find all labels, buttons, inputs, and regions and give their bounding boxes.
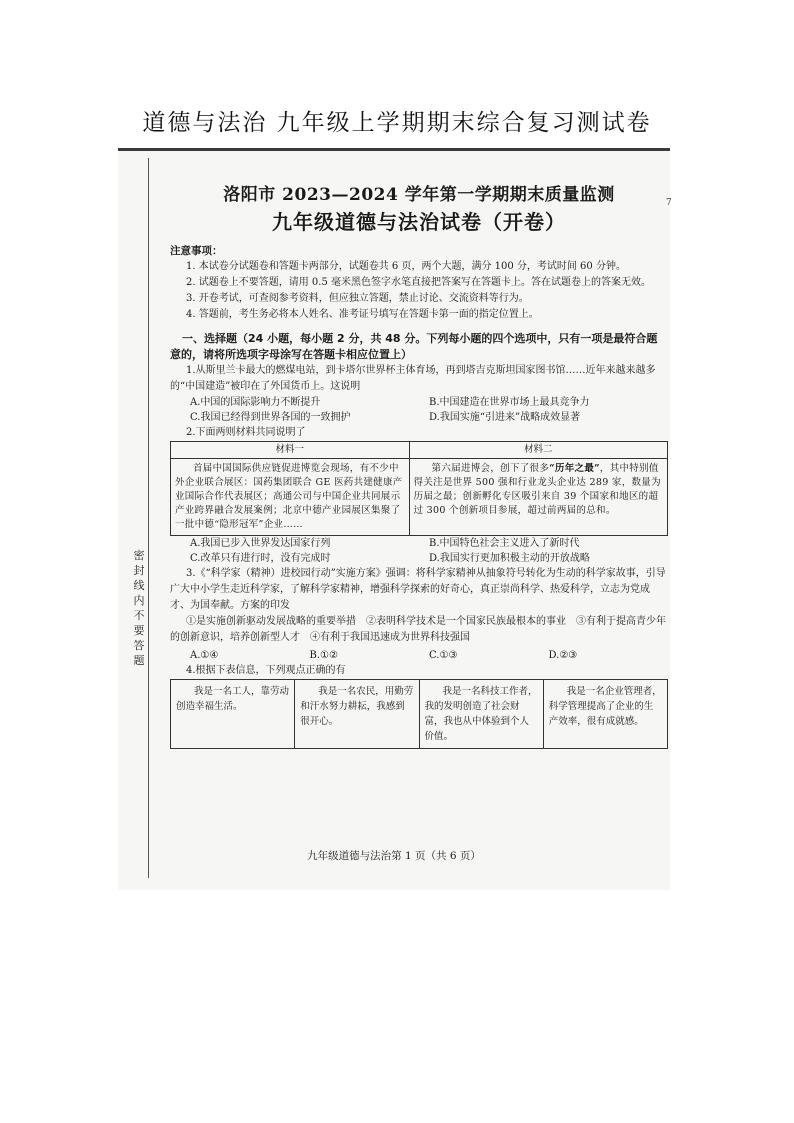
question-1-stem: 1.从斯里兰卡最大的燃煤电站，到卡塔尔世界杯主体育场，再到塔吉克斯坦国家图书馆……近年来越来越多的“中国建造”被印在了外国货币上。这说明 — [170, 365, 656, 392]
q1-option-c[interactable]: C.我国已经得到世界各国的一致拥护 — [190, 412, 351, 423]
binding-margin-text: 密 封 线 内 不 要 答 题 — [133, 549, 145, 667]
material-2-header: 材料二 — [409, 442, 667, 459]
top-border-line — [118, 148, 670, 151]
notice-item-1: 1. 本试卷分试题卷和答题卡两部分，试题卷共 6 页，两个大题，满分 100 分，考试时间 60 分钟。 — [186, 261, 626, 272]
q2-option-a[interactable]: A.我国已步入世界发达国家行列 — [190, 538, 331, 549]
binding-line — [148, 158, 149, 878]
notice-item-3: 3. 开卷考试，可查阅参考资料，但应独立答题，禁止讨论、交流资料等行为。 — [186, 293, 529, 304]
material-2-bold-phrase: “历年之最” — [549, 463, 600, 474]
question-3-options — [170, 648, 668, 663]
question-3-statements: ①是实施创新驱动发展战略的重要举措 ②表明科学技术是一个国家民族最根本的事业 ③有利于提高青少年的创新意识，培养创新型人才 ④有利于我国迅速成为世界科技强国 — [170, 616, 666, 643]
notice-item-2: 2. 试题卷上不要答题，请用 0.5 毫米黑色签字水笔直接把答案写在答题卡上。答在试题卷上的答案无效。 — [186, 277, 651, 288]
question-4-roles-table — [170, 679, 668, 749]
material-2-cell — [409, 459, 667, 536]
scanned-exam-page — [118, 148, 670, 890]
q3-option-c[interactable]: C.①③ — [429, 650, 458, 661]
material-1-text: 首届中国国际供应链促进博览会现场，有不少中外企业联合展区：国药集团联合 GE 医药共建健康产业国际合作代表展区；高通公司与中国企业共同展示产业跨界融合发展案例；北京中德产业园展区集聚了一批中德“隐形冠军”企业…… — [171, 459, 410, 536]
notice-item-4: 4. 答题前，考生务必将本人姓名、准考证号填写在答题卡第一面的指定位置上。 — [186, 309, 539, 320]
role-farmer-cell: 我是一名农民，用勤劳和汗水努力耕耘，我感到很开心。 — [295, 680, 419, 749]
question-4-stem: 4.根据下表信息，下列观点正确的有 — [186, 665, 346, 676]
document-banner-title: 道德与法治 九年级上学期期末综合复习测试卷 — [142, 110, 652, 136]
role-manager-cell: 我是一名企业管理者，科学管理提高了企业的生产效率，很有成就感。 — [543, 680, 667, 749]
section-1-heading: 一、选择题（24 小题，每小题 2 分，共 48 分。下列每小题的四个选项中，只有一项是最符合题意的，请将所选项字母涂写在答题卡相应位置上） — [170, 332, 658, 361]
exam-title-line2: 九年级道德与法治试卷（开卷） — [272, 210, 566, 234]
q1-option-b[interactable]: B.中国建造在世界市场上最具竞争力 — [429, 397, 590, 408]
q3-option-a[interactable]: A.①④ — [190, 650, 219, 661]
exam-content — [170, 185, 668, 749]
q3-option-d[interactable]: D.②③ — [548, 650, 578, 661]
q3-option-b[interactable]: B.①② — [309, 650, 338, 661]
q1-option-a[interactable]: A.中国的国际影响力不断提升 — [190, 397, 321, 408]
notice-title: 注意事项： — [170, 245, 223, 257]
question-2-materials-table — [170, 441, 668, 536]
question-2-stem: 2.下面两则材料共同说明了 — [186, 427, 306, 438]
exam-title-line1: 洛阳市 2023—2024 学年第一学期期末质量监测 — [223, 185, 615, 205]
q2-option-b[interactable]: B.中国特色社会主义进入了新时代 — [429, 538, 580, 549]
material-2-text-pre: 第六届进博会，创下了很多 — [431, 463, 550, 474]
role-scientist-cell: 我是一名科技工作者，我的发明创造了社会财富，我也从中体验到个人价值。 — [419, 680, 543, 749]
material-1-header: 材料一 — [171, 442, 410, 459]
page-footer: 九年级道德与法治第 1 页（共 6 页） — [307, 850, 481, 862]
question-1-options — [170, 395, 668, 425]
role-worker-cell: 我是一名工人，靠劳动创造幸福生活。 — [171, 680, 295, 749]
q2-option-d[interactable]: D.我国实行更加积极主动的开放战略 — [429, 553, 590, 564]
material-2-text-post: ，其中特别值得关注是世界 500 强和行业龙头企业达 289 家，数量为历届之最；创新孵化专区吸引来自 39 个国家和地区的超过 300 个创新项目参展，超过前两届的总和。 — [413, 463, 661, 516]
q2-option-c[interactable]: C.改革只有进行时，没有完成时 — [190, 553, 331, 564]
question-2-options — [170, 536, 668, 566]
edge-mark: 7 — [666, 198, 672, 208]
q1-option-d[interactable]: D.我国实施“引进来”战略成效显著 — [429, 412, 581, 423]
question-3-stem: 3.《“科学家（精神）进校园行动”实施方案》强调：将科学家精神从抽象符号转化为生动的科学家故事，引导广大中小学生走近科学家，了解科学家精神，增强科学探索的好奇心，真正崇尚科学、热爱科学，立志为党成才、为国奉献。方案的印发 — [170, 568, 666, 611]
